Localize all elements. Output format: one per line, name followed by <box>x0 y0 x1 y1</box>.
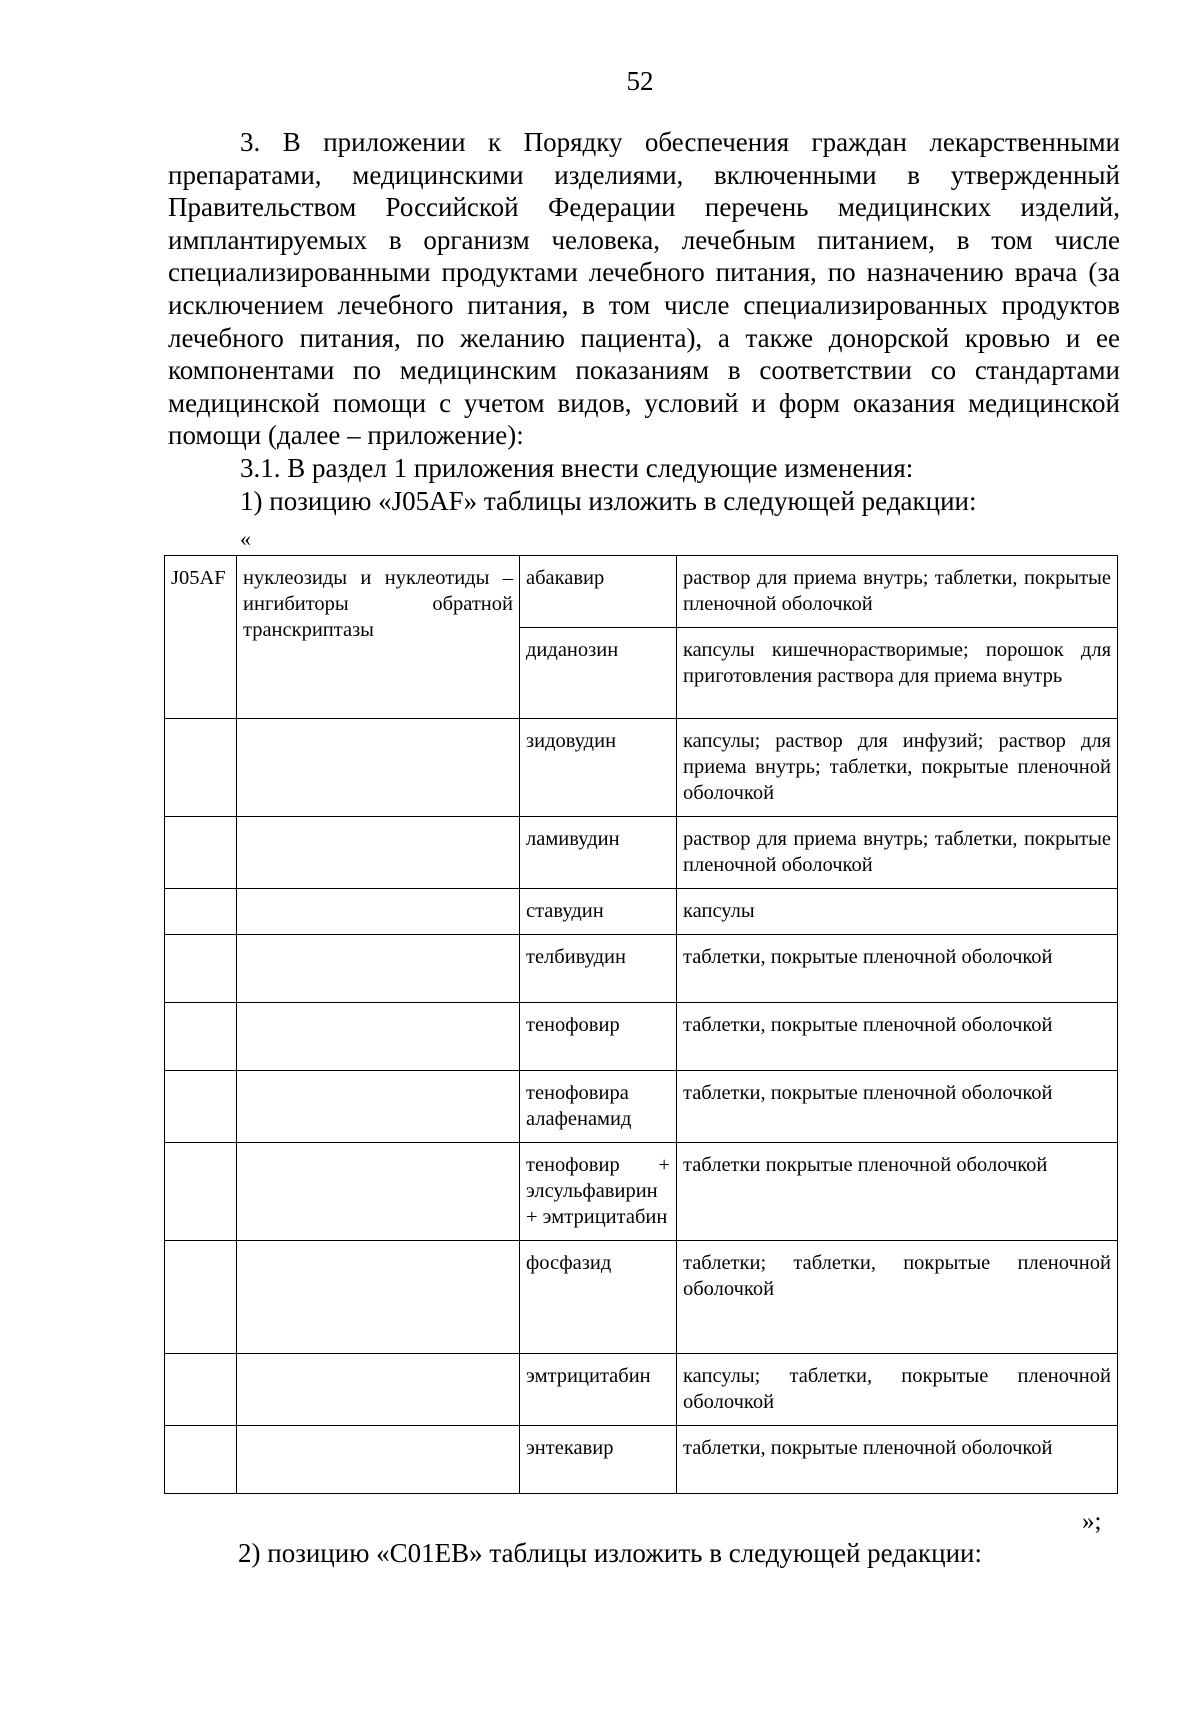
drug-name-cell: эмтрицитабин <box>520 1354 677 1426</box>
atc-code-cell: J05AF <box>165 556 237 719</box>
empty-cell <box>237 889 520 935</box>
table-row <box>165 719 1118 817</box>
table-row <box>165 935 1118 1003</box>
empty-cell <box>237 1071 520 1143</box>
dosage-form-cell: таблетки; таблетки, покрытые пленочной оболочкой <box>677 1241 1118 1354</box>
drug-table <box>164 555 1118 1494</box>
drug-name-cell: абакавир <box>520 556 677 628</box>
empty-cell <box>237 1143 520 1241</box>
table-row <box>165 1071 1118 1143</box>
table-row <box>165 817 1118 889</box>
drug-name-cell: фосфазид <box>520 1241 677 1354</box>
drug-name-cell: тенофовира алафенамид <box>520 1071 677 1143</box>
empty-cell <box>165 1071 237 1143</box>
empty-cell <box>237 1426 520 1494</box>
drug-name-cell: зидовудин <box>520 719 677 817</box>
table-row <box>165 1426 1118 1494</box>
empty-cell <box>237 1241 520 1354</box>
dosage-form-cell: капсулы; таблетки, покрытые пленочной оболочкой <box>677 1354 1118 1426</box>
empty-cell <box>237 1354 520 1426</box>
empty-cell <box>165 719 237 817</box>
dosage-form-cell: таблетки, покрытые пленочной оболочкой <box>677 1003 1118 1071</box>
page-number: 52 <box>626 66 654 96</box>
empty-cell <box>165 1354 237 1426</box>
drug-name-cell: диданозин <box>520 628 677 719</box>
paragraph-next-position: 2) позицию «C01EB» таблицы изложить в следующей редакции: <box>238 1538 982 1568</box>
empty-cell <box>165 1003 237 1071</box>
drug-name-cell: телбивудин <box>520 935 677 1003</box>
drug-name-cell: ставудин <box>520 889 677 935</box>
empty-cell <box>237 935 520 1003</box>
empty-cell <box>165 1143 237 1241</box>
dosage-form-cell: капсулы <box>677 889 1118 935</box>
dosage-form-cell: капсулы кишечнорастворимые; порошок для приготовления раствора для приема внутрь <box>677 628 1118 719</box>
empty-cell <box>237 1003 520 1071</box>
table-row <box>165 889 1118 935</box>
quote-close: »; <box>1082 1508 1102 1535</box>
empty-cell <box>237 817 520 889</box>
empty-cell <box>165 1241 237 1354</box>
dosage-form-cell: таблетки покрытые пленочной оболочкой <box>677 1143 1118 1241</box>
dosage-form-cell: таблетки, покрытые пленочной оболочкой <box>677 1426 1118 1494</box>
table-row <box>165 556 1118 628</box>
drug-name-cell: тенофовир + элсульфавирин + эмтрицитабин <box>520 1143 677 1241</box>
dosage-form-text: таблетки, покрытые пленочной оболочкой <box>683 946 1053 968</box>
dosage-form-cell: раствор для приема внутрь; таблетки, покрытые пленочной оболочкой <box>677 556 1118 628</box>
table-row <box>165 1354 1118 1426</box>
table-row <box>165 1143 1118 1241</box>
dosage-form-cell <box>677 935 1118 1003</box>
empty-cell <box>165 889 237 935</box>
table-row <box>165 1003 1118 1071</box>
empty-cell <box>165 817 237 889</box>
group-name-cell: нуклеозиды и нуклеотиды – ингибиторы обратной транскриптазы <box>237 556 520 719</box>
drug-name-cell: энтекавир <box>520 1426 677 1494</box>
quote-open: « <box>240 526 251 551</box>
empty-cell <box>165 1426 237 1494</box>
dosage-form-cell: таблетки, покрытые пленочной оболочкой <box>677 1071 1118 1143</box>
dosage-form-cell: капсулы; раствор для инфузий; раствор для приема внутрь; таблетки, покрытые пленочной оболочкой <box>677 719 1118 817</box>
dosage-form-cell: раствор для приема внутрь; таблетки, покрытые пленочной оболочкой <box>677 817 1118 889</box>
drug-name-cell: тенофовир <box>520 1003 677 1071</box>
body-text <box>168 126 1120 517</box>
paragraph-section: 3.1. В раздел 1 приложения внести следующие изменения: <box>240 452 914 483</box>
empty-cell <box>165 935 237 1003</box>
drug-name-cell: ламивудин <box>520 817 677 889</box>
paragraph-intro: 3. В приложении к Порядку обеспечения граждан лекарственными препаратами, медицинскими изделиями, включенными в утвержденный Правительством Российской Федерации перечень медицинских изделий, имплантируемых в организм человека, лечебным питанием, в том числе специализированными продуктами лечебного питания, по назначению врача (за исключением лечебного питания, в том числе специализированных продуктов лечебного питания, по желанию пациента), а также донорской кровью и ее компонентами по медицинским показаниям в соответствии со стандартами медицинской помощи с учетом видов, условий и форм оказания медицинской помощи (далее – приложение): <box>168 127 1120 451</box>
empty-cell <box>237 719 520 817</box>
paragraph-position: 1) позицию «J05AF» таблицы изложить в следующей редакции: <box>240 485 977 516</box>
table-row <box>165 1241 1118 1354</box>
